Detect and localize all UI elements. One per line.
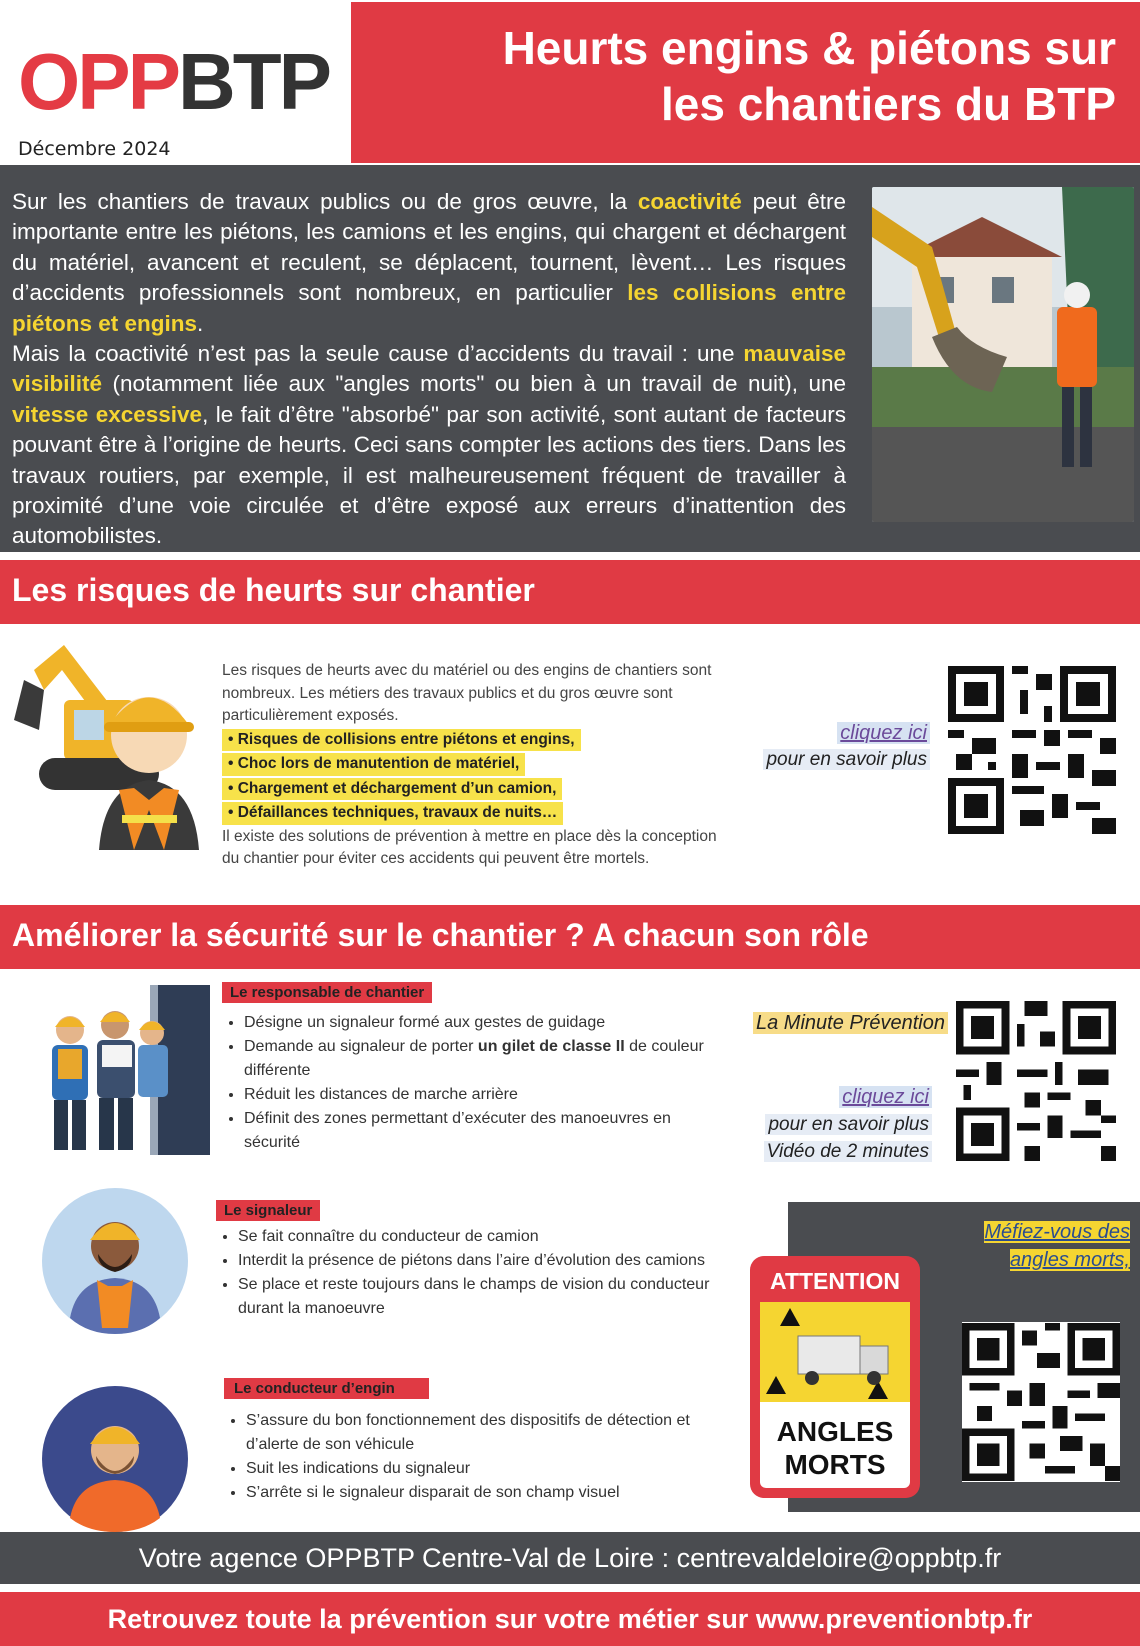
minute-label-block xyxy=(720,1012,948,1035)
roles-more-caption: pour en savoir plus xyxy=(765,1114,932,1135)
role-tag: Le conducteur d’engin xyxy=(224,1378,429,1399)
qr-code-blind-spots[interactable] xyxy=(962,1322,1120,1482)
risks-text xyxy=(222,660,732,871)
list-item: • Interdit la présence de piétons dans l’aire d’évolution des camions xyxy=(238,1249,716,1273)
list-item: • S’arrête si le signaleur disparait de son champ visuel xyxy=(246,1481,724,1505)
list-item: • Se fait connaître du conducteur de camion xyxy=(238,1225,716,1249)
role-signaller xyxy=(216,1200,716,1321)
role-tag: Le responsable de chantier xyxy=(222,982,432,1003)
excavator-worker-illustration xyxy=(4,640,200,850)
role-tag: Le signaleur xyxy=(216,1200,320,1221)
oppbtp-logo: OPPBTP xyxy=(18,37,329,126)
title-banner xyxy=(351,2,1140,163)
risks-more-caption: pour en savoir plus xyxy=(763,749,930,770)
agency-contact: Votre agence OPPBTP Centre-Val de Loire : centrevaldeloire@oppbtp.fr xyxy=(0,1532,1140,1584)
minute-prevention-label: La Minute Prévention xyxy=(753,1012,948,1034)
list-item: • S’assure du bon fonctionnement des dispositifs de détection et d’alerte de son véhicule xyxy=(246,1409,724,1457)
qr-code-video[interactable] xyxy=(956,1000,1116,1162)
risks-tail: Il existe des solutions de prévention à mettre en place dès la conception du chantier pour éviter ces accidents qui peuvent être mortels. xyxy=(222,827,717,867)
header xyxy=(0,0,1140,165)
list-item: • Défaillances techniques, travaux de nuits… xyxy=(222,802,563,825)
role-list xyxy=(222,1011,722,1155)
list-item: • Suit les indications du signaleur xyxy=(246,1457,724,1481)
logo-area xyxy=(8,0,351,165)
intro-text: Sur les chantiers de travaux publics ou de gros œuvre, la coactivité peut être importante entre les piétons, les camions et les engins, qui chargent et déchargent du matériel, avancent et reculent, se déplacent, tournent, lèvent… Les risques d’accidents professionnels sont nombreux, en particulier les collisions entre piétons et engins. Mais la coactivité n’est pas la seule cause d’accidents du travail : une mauvaise visibilité (notamment liée aux "angles morts" ou bien à un travail de nuit), une vitesse excessive, le fait d’être "absorbé" par son activité, sont autant de facteurs pouvant être à l’origine de heurts. Ceci sans compter les actions des tiers. Dans les travaux routiers, par exemple, il est malheureusement fréquent de travailler à proximité d’une voie circulée et d’être exposé aux erreurs d’inattention des automobilistes. xyxy=(12,189,846,549)
role-list xyxy=(224,1409,724,1505)
sticker-attention: ATTENTION xyxy=(770,1268,900,1294)
roles-link-block xyxy=(720,1084,932,1166)
driver-avatar xyxy=(42,1386,188,1532)
risks-lead: Les risques de heurts avec du matériel ou des engins de chantiers sont nombreux. Les métiers des travaux publics et du gros œuvre sont particulièrement exposés. xyxy=(222,662,712,724)
list-item: • Définit des zones permettant d’exécuter des manoeuvres en sécurité xyxy=(244,1107,722,1155)
list-item: • Réduit les distances de marche arrière xyxy=(244,1083,722,1107)
role-driver xyxy=(224,1378,724,1505)
risks-more-link[interactable]: cliquez ici xyxy=(837,722,930,744)
risks-link-block xyxy=(740,722,930,771)
role-site-manager xyxy=(222,982,722,1155)
section-risks-title: Les risques de heurts sur chantier xyxy=(0,560,1140,624)
sticker-morts: MORTS xyxy=(784,1449,886,1480)
list-item: • Se place et reste toujours dans le champs de vision du conducteur durant la manoeuvre xyxy=(238,1273,716,1321)
video-duration: Vidéo de 2 minutes xyxy=(764,1141,932,1162)
list-item: • Risques de collisions entre piétons et engins, xyxy=(222,729,581,752)
team-illustration xyxy=(30,985,210,1155)
sticker-angles: ANGLES xyxy=(776,1416,894,1447)
blind-spot-warning: Méfiez-vous des angles morts, xyxy=(984,1221,1130,1271)
roles-more-link[interactable]: cliquez ici xyxy=(839,1086,932,1108)
qr-code-risks[interactable] xyxy=(948,665,1116,835)
list-item: • Choc lors de manutention de matériel, xyxy=(222,753,525,776)
list-item: • Demande au signaleur de porter un gilet de classe II de couleur différente xyxy=(244,1035,722,1083)
list-item: • Chargement et déchargement d’un camion, xyxy=(222,778,562,801)
role-list xyxy=(216,1225,716,1321)
issue-date: Décembre 2024 xyxy=(18,138,171,160)
page-title: Heurts engins & piétons sur les chantiers du BTP xyxy=(502,22,1116,130)
intro-panel xyxy=(0,165,1140,552)
list-item: • Désigne un signaleur formé aux gestes de guidage xyxy=(244,1011,722,1035)
section-roles-title: Améliorer la sécurité sur le chantier ? A chacun son rôle xyxy=(0,905,1140,969)
website-cta[interactable]: Retrouvez toute la prévention sur votre métier sur www.preventionbtp.fr xyxy=(0,1592,1140,1646)
risks-list xyxy=(222,728,732,826)
signaller-avatar xyxy=(42,1188,188,1334)
worksite-photo xyxy=(872,187,1134,522)
blind-spot-sticker xyxy=(750,1256,920,1498)
